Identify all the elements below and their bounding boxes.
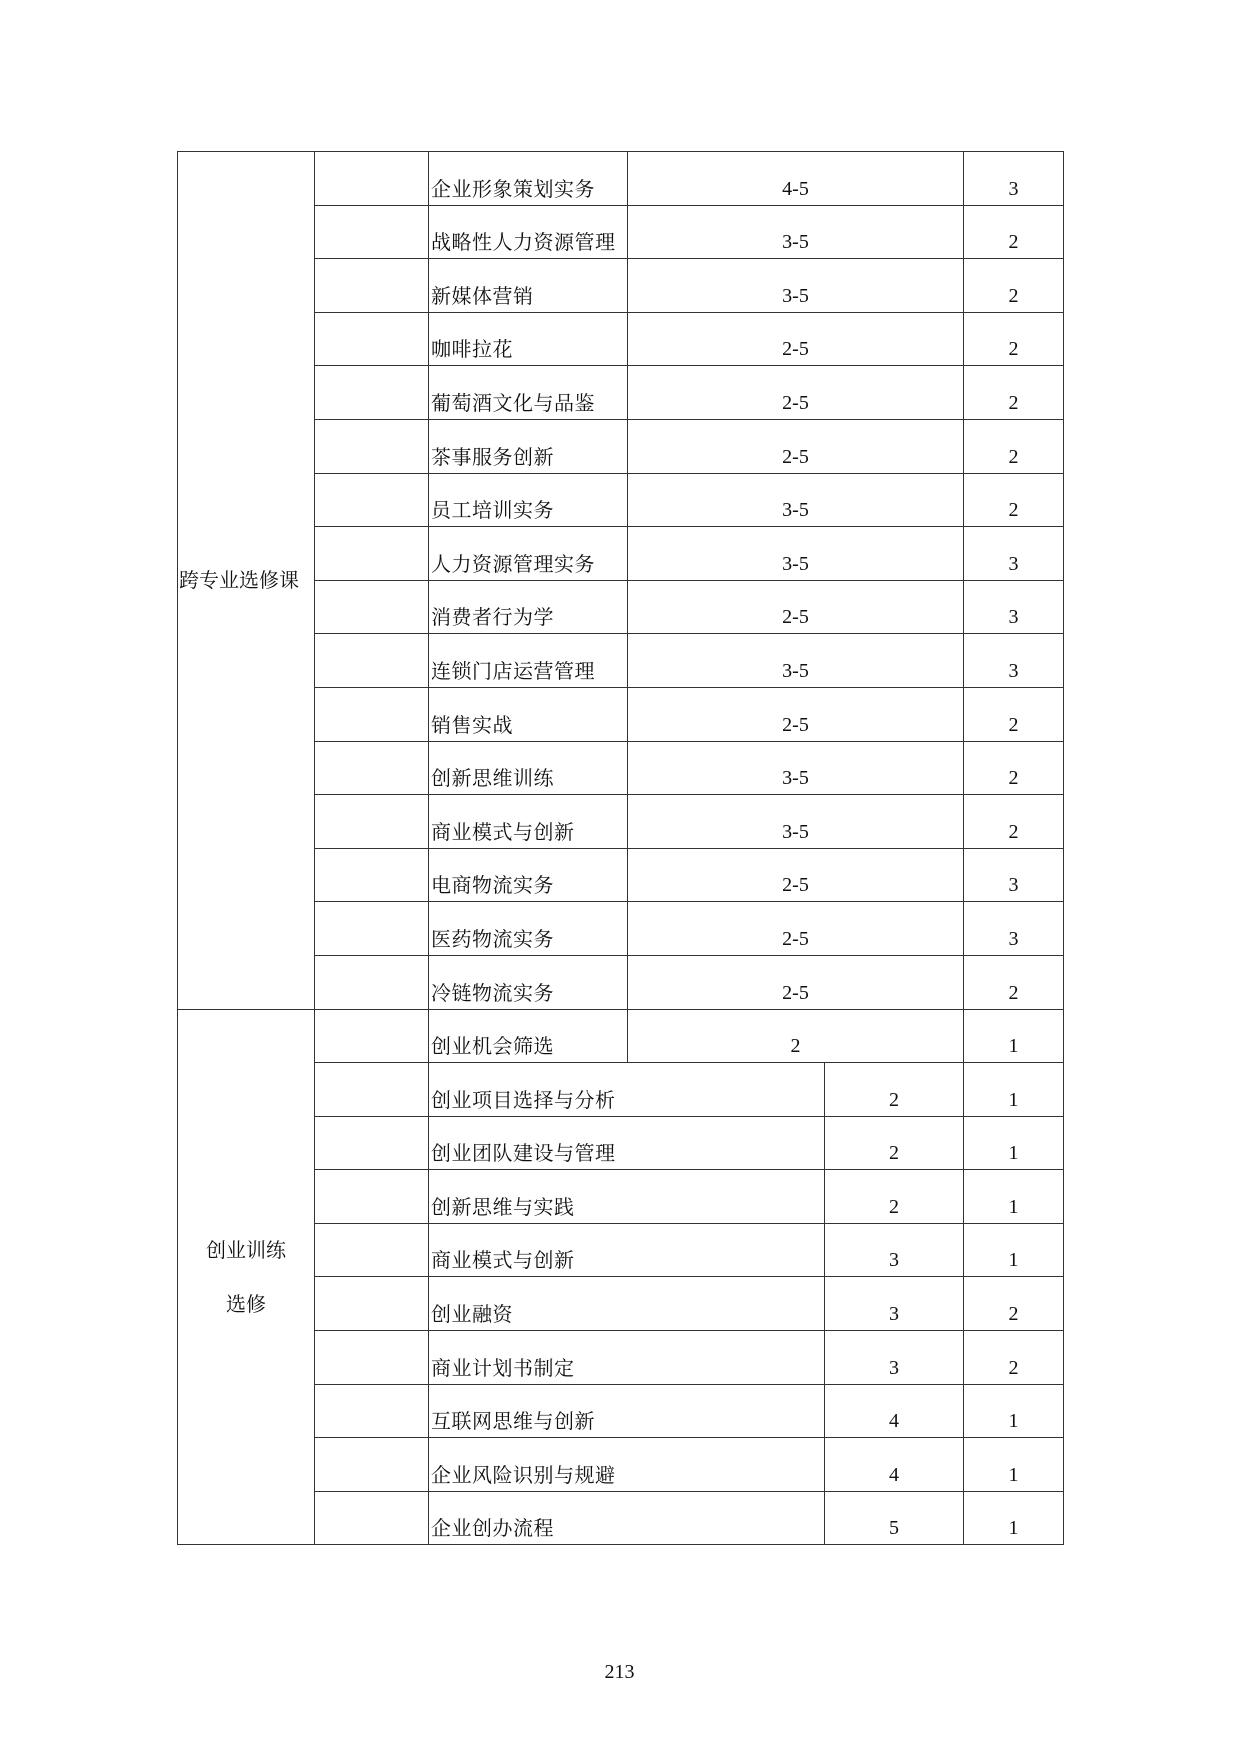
course-name-cell: 商业模式与创新 [429, 795, 628, 849]
credits-cell: 3 [964, 848, 1064, 902]
semester-cell: 4 [825, 1438, 964, 1492]
credits-cell: 1 [964, 1009, 1064, 1063]
blank-cell [315, 1384, 429, 1438]
category-cell [178, 1009, 315, 1545]
semester-cell: 2-5 [628, 687, 964, 741]
credits-cell: 1 [964, 1170, 1064, 1224]
semester-cell: 3-5 [628, 527, 964, 581]
credits-cell: 1 [964, 1491, 1064, 1545]
blank-cell [315, 580, 429, 634]
blank-cell [315, 366, 429, 420]
blank-cell [315, 741, 429, 795]
table-row [178, 152, 1064, 206]
course-name-cell: 连锁门店运营管理 [429, 634, 628, 688]
course-name-cell: 商业计划书制定 [429, 1331, 825, 1385]
category-label: 选修 [226, 1291, 266, 1316]
semester-cell: 2-5 [628, 580, 964, 634]
course-name-cell: 人力资源管理实务 [429, 527, 628, 581]
semester-cell: 2-5 [628, 902, 964, 956]
blank-cell [315, 848, 429, 902]
credits-cell: 2 [964, 955, 1064, 1009]
course-table-body [178, 152, 1064, 1545]
credits-cell: 2 [964, 205, 1064, 259]
semester-cell: 3-5 [628, 741, 964, 795]
category-cell [178, 152, 315, 1010]
credits-cell: 2 [964, 795, 1064, 849]
semester-cell: 2-5 [628, 848, 964, 902]
course-name-cell: 员工培训实务 [429, 473, 628, 527]
semester-cell: 2-5 [628, 366, 964, 420]
blank-cell [315, 473, 429, 527]
semester-cell: 2-5 [628, 955, 964, 1009]
semester-cell: 3 [825, 1277, 964, 1331]
semester-cell: 3-5 [628, 259, 964, 313]
credits-cell: 2 [964, 741, 1064, 795]
blank-cell [315, 1491, 429, 1545]
blank-cell [315, 419, 429, 473]
course-table [177, 151, 1064, 1545]
blank-cell [315, 152, 429, 206]
blank-cell [315, 1063, 429, 1117]
course-name-cell: 创业机会筛选 [429, 1009, 628, 1063]
credits-cell: 2 [964, 312, 1064, 366]
course-name-cell: 创新思维训练 [429, 741, 628, 795]
course-name-cell: 企业创办流程 [429, 1491, 825, 1545]
semester-cell: 2-5 [628, 419, 964, 473]
course-name-cell: 医药物流实务 [429, 902, 628, 956]
credits-cell: 3 [964, 580, 1064, 634]
course-name-cell: 企业风险识别与规避 [429, 1438, 825, 1492]
credits-cell: 2 [964, 259, 1064, 313]
course-name-cell: 创业项目选择与分析 [429, 1063, 825, 1117]
semester-cell: 2-5 [628, 312, 964, 366]
semester-cell: 3-5 [628, 473, 964, 527]
blank-cell [315, 312, 429, 366]
semester-cell: 4 [825, 1384, 964, 1438]
credits-cell: 2 [964, 1331, 1064, 1385]
semester-cell: 3 [825, 1223, 964, 1277]
course-name-cell: 销售实战 [429, 687, 628, 741]
semester-cell: 2 [628, 1009, 964, 1063]
category-label: 创业训练 [206, 1237, 286, 1262]
blank-cell [315, 955, 429, 1009]
blank-cell [315, 1438, 429, 1492]
course-name-cell: 创新思维与实践 [429, 1170, 825, 1224]
credits-cell: 2 [964, 687, 1064, 741]
blank-cell [315, 527, 429, 581]
semester-cell: 3-5 [628, 205, 964, 259]
course-name-cell: 企业形象策划实务 [429, 152, 628, 206]
semester-cell: 3-5 [628, 634, 964, 688]
credits-cell: 3 [964, 152, 1064, 206]
course-name-cell: 消费者行为学 [429, 580, 628, 634]
course-name-cell: 商业模式与创新 [429, 1223, 825, 1277]
blank-cell [315, 1223, 429, 1277]
blank-cell [315, 1009, 429, 1063]
course-name-cell: 茶事服务创新 [429, 419, 628, 473]
blank-cell [315, 1277, 429, 1331]
blank-cell [315, 1116, 429, 1170]
semester-cell: 2 [825, 1170, 964, 1224]
course-name-cell: 新媒体营销 [429, 259, 628, 313]
course-name-cell: 电商物流实务 [429, 848, 628, 902]
course-name-cell: 葡萄酒文化与品鉴 [429, 366, 628, 420]
table-row [178, 1009, 1064, 1063]
course-name-cell: 咖啡拉花 [429, 312, 628, 366]
course-name-cell: 冷链物流实务 [429, 955, 628, 1009]
credits-cell: 3 [964, 634, 1064, 688]
blank-cell [315, 259, 429, 313]
credits-cell: 1 [964, 1438, 1064, 1492]
blank-cell [315, 205, 429, 259]
credits-cell: 1 [964, 1063, 1064, 1117]
credits-cell: 1 [964, 1223, 1064, 1277]
category-label: 跨专业选修课 [179, 568, 299, 593]
course-name-cell: 战略性人力资源管理 [429, 205, 628, 259]
credits-cell: 3 [964, 902, 1064, 956]
credits-cell: 2 [964, 366, 1064, 420]
page-number: 213 [604, 1661, 635, 1683]
course-name-cell: 互联网思维与创新 [429, 1384, 825, 1438]
course-name-cell: 创业融资 [429, 1277, 825, 1331]
blank-cell [315, 1331, 429, 1385]
credits-cell: 2 [964, 1277, 1064, 1331]
blank-cell [315, 634, 429, 688]
semester-cell: 4-5 [628, 152, 964, 206]
semester-cell: 2 [825, 1063, 964, 1117]
blank-cell [315, 795, 429, 849]
blank-cell [315, 1170, 429, 1224]
credits-cell: 3 [964, 527, 1064, 581]
blank-cell [315, 687, 429, 741]
blank-cell [315, 902, 429, 956]
course-name-cell: 创业团队建设与管理 [429, 1116, 825, 1170]
credits-cell: 1 [964, 1384, 1064, 1438]
semester-cell: 3 [825, 1331, 964, 1385]
semester-cell: 5 [825, 1491, 964, 1545]
credits-cell: 2 [964, 473, 1064, 527]
semester-cell: 2 [825, 1116, 964, 1170]
credits-cell: 2 [964, 419, 1064, 473]
credits-cell: 1 [964, 1116, 1064, 1170]
semester-cell: 3-5 [628, 795, 964, 849]
